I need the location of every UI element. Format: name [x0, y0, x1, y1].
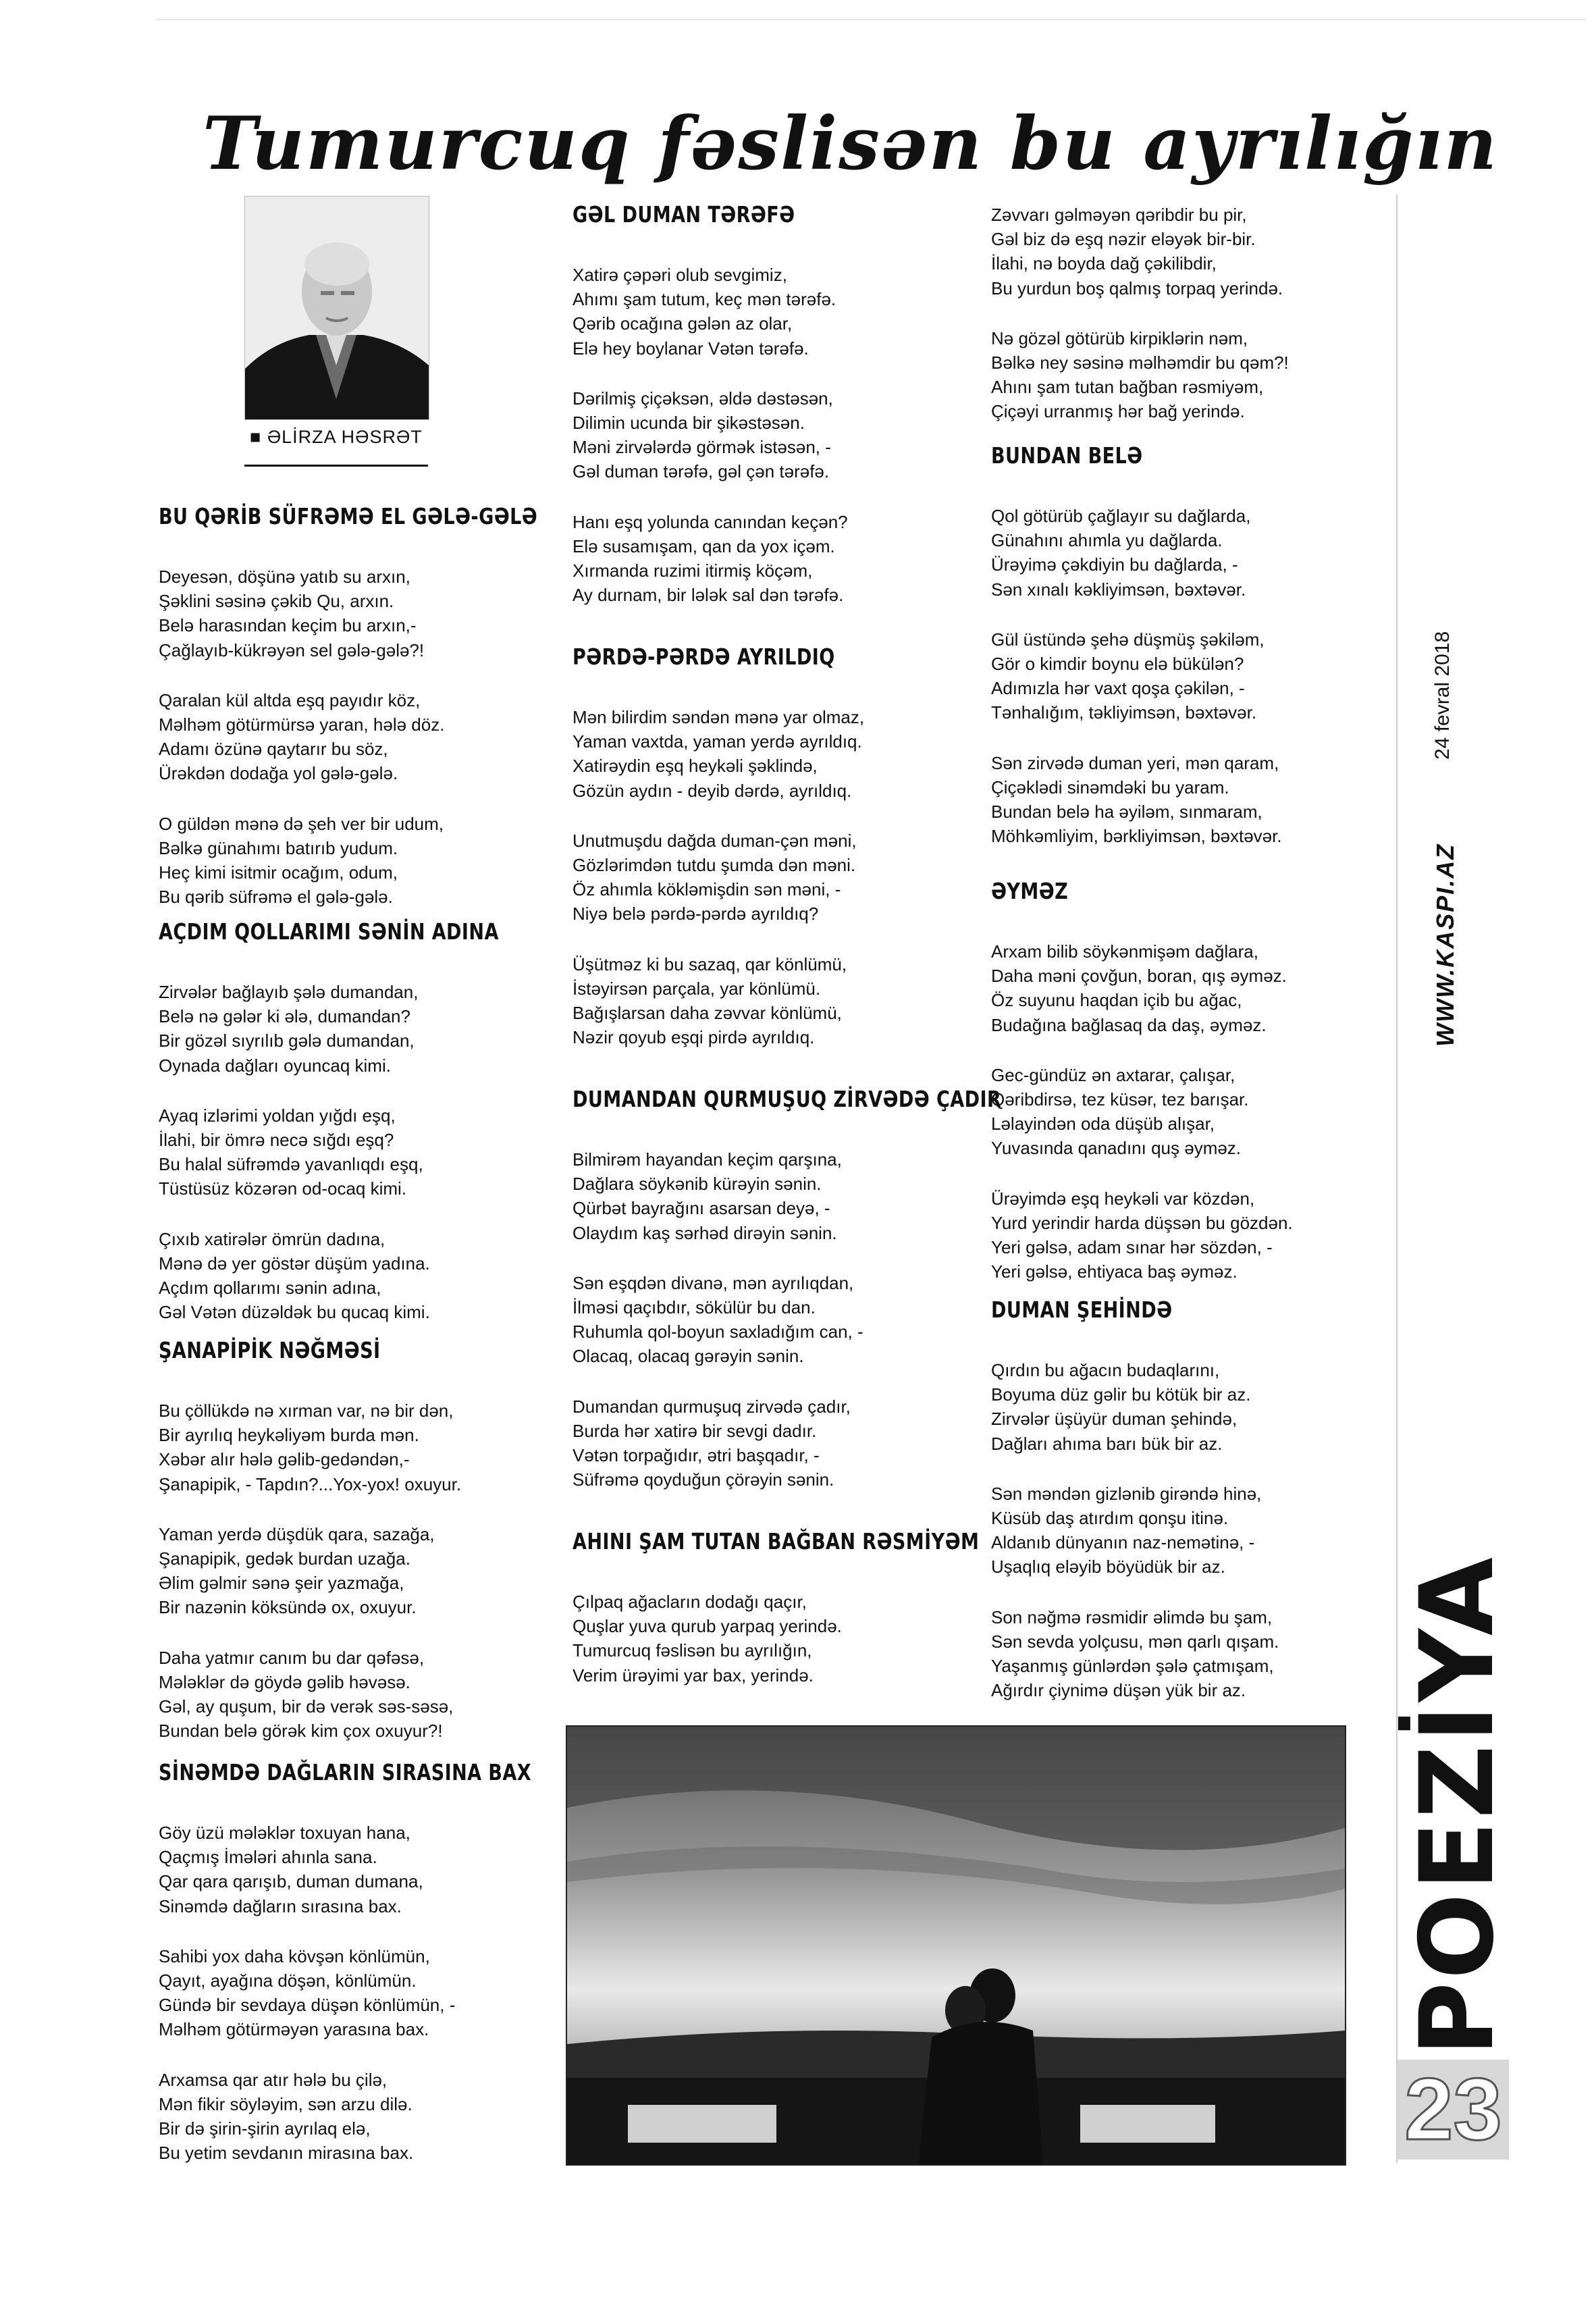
- poem-line: Tumurcuq fəslisən bu ayrılığın,: [573, 1640, 812, 1661]
- poem-line: Sən məndən gizlənib girəndə hinə,: [991, 1483, 1262, 1504]
- poem-line: Qaçmış İmələri ahınla sana.: [159, 1847, 377, 1868]
- poem: [573, 644, 924, 1075]
- poem-line: Elə hey boylanar Vətən tərəfə.: [573, 338, 809, 359]
- poem-line: Göy üzü mələklər toxuyan hana,: [159, 1823, 410, 1843]
- section-label: POEZİYA: [1399, 1554, 1516, 2056]
- stanza: [573, 952, 924, 1050]
- author-divider: [244, 465, 428, 467]
- poem-line: Xəbər alır hələ gəlib-gedəndən,-: [159, 1449, 410, 1470]
- poem: [991, 1297, 1342, 1728]
- poem-line: Əlim gəlmir sənə şeir yazmağa,: [159, 1573, 404, 1594]
- poem: [159, 503, 538, 935]
- poem-line: Arxamsa qar atır hələ bu çilə,: [159, 2069, 388, 2090]
- poem-line: Öz ahımla kökləmişdin sən məni, -: [573, 879, 841, 900]
- poem-line: Gəl Vətən düzəldək bu qucaq kimi.: [159, 1302, 430, 1323]
- stanza: [573, 1394, 924, 1492]
- poem-line: Gəl biz də eşq nəzir eləyək bir-bir.: [991, 229, 1256, 250]
- stanza: [991, 939, 1342, 1037]
- poem-line: İlməsi qaçıbdır, sökülür bu dan.: [573, 1297, 816, 1318]
- stanza: [991, 203, 1342, 300]
- poem-line: Bir gözəl sıyrılıb gələ dumandan,: [159, 1030, 415, 1051]
- poem-line: Olaydım kaş sərhəd dirəyin sənin.: [573, 1222, 837, 1243]
- stanza: [573, 705, 924, 803]
- poem-line: Günahını ahımla yu dağlarda.: [991, 530, 1223, 551]
- poem-line: Bu halal süfrəmdə yavanlıqdı eşq,: [159, 1154, 423, 1175]
- stanza: [573, 510, 924, 608]
- poem: [159, 1337, 510, 1769]
- poem-line: Dərilmiş çiçəksən, əldə dəstəsən,: [573, 388, 833, 409]
- poem-line: Üşütməz ki bu sazaq, qar könlümü,: [573, 953, 847, 974]
- poem-line: Oynada dağları oyuncaq kimi.: [159, 1055, 391, 1076]
- poem-title: BU QƏRİB SÜFRƏMƏ EL GƏLƏ-GƏLƏ: [159, 503, 538, 529]
- stanza: [573, 1590, 924, 1688]
- poem-line: Məlhəm götürmürsə yaran, hələ döz.: [159, 714, 445, 735]
- poem-continuation: [991, 203, 1342, 450]
- poem-line: Yurd yerindir harda düşsən bu gözdən.: [991, 1212, 1293, 1233]
- poem-line: Bir nazənin köksündə ox, oxuyur.: [159, 1597, 417, 1618]
- author-photo: [244, 196, 429, 420]
- poem-line: Şanapipik, gedək burdan uzağa.: [159, 1548, 410, 1569]
- stanza: [991, 504, 1342, 602]
- poem-line: Gündə bir sevdaya düşən könlümün, -: [159, 1995, 456, 2016]
- stanza: [159, 1103, 510, 1201]
- poem-line: Qar qara qarışıb, duman dumana,: [159, 1871, 423, 1892]
- poem-line: Dağlara söykənib kürəyin sənin.: [573, 1174, 822, 1195]
- poem-line: Zəvvarı gəlməyən qəribdir bu pir,: [991, 205, 1247, 225]
- poem-line: Açdım qollarımı sənin adına,: [159, 1278, 381, 1299]
- poem-line: Möhkəmliyim, bərkliyimsən, bəxtəvər.: [991, 826, 1282, 847]
- poem-title: ƏYMƏZ: [991, 878, 1069, 904]
- poem-line: Ahımı şam tutum, keç mən tərəfə.: [573, 289, 836, 310]
- poem-line: Deyesən, döşünə yatıb su arxın,: [159, 567, 410, 587]
- poem-line: Qaralan kül altda eşq payıdır köz,: [159, 689, 421, 710]
- poem-line: Gül üstündə şehə düşmüş şəkiləm,: [991, 629, 1265, 650]
- poem: [991, 878, 1342, 1309]
- poem-line: Qürbət bayrağını asarsan deyə, -: [573, 1198, 830, 1219]
- poem-line: Bəlkə ney səsinə məlhəmdir bu qəm?!: [991, 352, 1289, 373]
- poem-line: Daha məni çovğun, boran, qış əyməz.: [991, 966, 1287, 987]
- poem-line: Qırdın bu ağacın budaqlarını,: [991, 1360, 1220, 1380]
- poem-line: Xatirəydin eşq heykəli şəklində,: [573, 756, 818, 777]
- poem-title: ŞANAPİPİK NƏĞMƏSİ: [159, 1337, 381, 1363]
- stanza: [159, 688, 510, 786]
- poem-line: Qayıt, ayağına döşən, könlümün.: [159, 1970, 417, 1991]
- poem-line: Yeri gəlsə, ehtiyaca baş əyməz.: [991, 1261, 1238, 1282]
- poem-line: Nə gözəl götürüb kirpiklərin nəm,: [991, 328, 1248, 348]
- poem-line: Yaşanmış günlərdən şələ çatmışam,: [991, 1656, 1274, 1677]
- poem-title: SİNƏMDƏ DAĞLARIN SIRASINA BAX: [159, 1759, 531, 1785]
- stanza: [573, 1147, 924, 1245]
- poem-line: Ruhumla qol-boyun saxladığım can, -: [573, 1322, 863, 1342]
- poem-line: Aldanıb dünyanın naz-nemətinə, -: [991, 1532, 1255, 1553]
- poem-line: Burda hər xatirə bir sevgi dadır.: [573, 1420, 817, 1441]
- poem-title: PƏRDƏ-PƏRDƏ AYRILDIQ: [573, 644, 835, 670]
- poem-line: Yuvasında qanadını quş əyməz.: [991, 1138, 1242, 1159]
- poem-line: Çağlayıb-kükrəyən sel gələ-gələ?!: [159, 639, 425, 660]
- page-number: 23: [1404, 2060, 1502, 2158]
- stanza: [991, 1063, 1342, 1161]
- poem-line: Bundan belə görək kim çox oxuyur?!: [159, 1721, 443, 1742]
- poem-line: Çiçəklədi sinəmdəki bu yaram.: [991, 777, 1229, 798]
- stanza: [573, 829, 924, 926]
- poem-line: Uşaqlıq eləyib böyüdük bir az.: [991, 1557, 1225, 1577]
- stanza: [159, 1646, 510, 1744]
- poem-line: Çiçəyi urranmış hər bağ yerində.: [991, 401, 1245, 422]
- stanza: [573, 1271, 924, 1369]
- poem: [573, 1086, 1002, 1517]
- poem-line: Elə susamışam, qan da yox içəm.: [573, 535, 835, 556]
- poem: [159, 918, 510, 1350]
- stanza: [991, 1186, 1342, 1284]
- poem-line: Məni zirvələrdə görmək istəsən, -: [573, 437, 831, 458]
- couple-sunset-photo: [566, 1725, 1346, 2166]
- poem-line: Gəl, ay quşum, bir də verək səs-səsə,: [159, 1696, 454, 1717]
- poem-line: Mən fikir söyləyim, sən arzu dilə.: [159, 2093, 413, 2114]
- poem-line: Məlhəm götürməyən yarasına bax.: [159, 2019, 429, 2040]
- poem-line: Zirvələr bağlayıb şələ dumandan,: [159, 982, 419, 1002]
- poem-line: İlahi, bir ömrə necə sığdı eşq?: [159, 1130, 394, 1151]
- stanza: [159, 565, 510, 662]
- poem-line: Bilmirəm hayandan keçim qarşına,: [573, 1149, 842, 1170]
- poem-line: Adımızla hər vaxt qoşa çəkilən, -: [991, 678, 1245, 699]
- poem-line: Sahibi yox daha kövşən könlümün,: [159, 1945, 430, 1966]
- top-scan-line: [155, 19, 1587, 20]
- poem-line: Boyuma düz gəlir bu kötük bir az.: [991, 1384, 1251, 1405]
- poem-line: Unutmuşdu dağda duman-çən məni,: [573, 830, 857, 851]
- poem-title: AHINI ŞAM TUTAN BAĞBAN RƏSMİYƏM: [573, 1528, 980, 1554]
- poem-line: Dağları ahıma barı bük bir az.: [991, 1433, 1223, 1454]
- poem-title: GƏL DUMAN TƏRƏFƏ: [573, 201, 795, 228]
- poem-line: Ürəyimə çəkdiyin bu dağlarda, -: [991, 554, 1238, 575]
- poem-line: Sən sevda yolçusu, mən qarlı qışam.: [991, 1631, 1279, 1652]
- poem-line: Mələklər də göydə gəlib həvəsə.: [159, 1671, 410, 1692]
- sidebar-divider: [1396, 194, 1398, 2163]
- page-title: Tumurcuq fəslisən bu ayrılığın: [203, 101, 1499, 186]
- poem-line: Ürəyimdə eşq heykəli var közdən,: [991, 1188, 1255, 1209]
- poem-line: Sən eşqdən divanə, mən ayrılıqdan,: [573, 1272, 854, 1293]
- poem: [991, 442, 1342, 874]
- poem-line: Nəzir qoyub eşqi pirdə ayrıldıq.: [573, 1027, 815, 1048]
- poem-line: Bir də şirin-şirin ayrılaq elə,: [159, 2118, 371, 2139]
- poem-line: İlahi, nə boyda dağ çəkilibdir,: [991, 253, 1217, 274]
- poem-line: Bu çöllükdə nə xırman var, nə bir dən,: [159, 1401, 454, 1421]
- poem-line: Ay durnam, bir lələk sal dən tərəfə.: [573, 585, 844, 606]
- poem-line: Zirvələr üşüyür duman şehində,: [991, 1409, 1238, 1430]
- poem-line: Gözlərimdən tutdu şumda dən məni.: [573, 855, 856, 876]
- poem-line: Sinəmdə dağların sırasına bax.: [159, 1896, 402, 1916]
- poem-line: Çıxıb xatirələr ömrün dadına,: [159, 1228, 385, 1249]
- poem: [159, 1759, 531, 2191]
- poem-line: Gör o kimdir boynu elə bükülən?: [991, 654, 1244, 675]
- poem-line: Bundan belə ha əyiləm, sınmaram,: [991, 802, 1262, 822]
- poem-line: Qəribdirsə, tez küsər, tez barışar.: [991, 1089, 1249, 1110]
- poem-line: Ürəkdən dodağa yol gələ-gələ.: [159, 763, 398, 784]
- poem-line: Gözün aydın - deyib dərdə, ayrıldıq.: [573, 780, 852, 801]
- poem-line: Ləlayindən oda düşüb alışar,: [991, 1114, 1215, 1134]
- poem-line: Bu yurdun boş qalmış torpaq yerində.: [991, 278, 1283, 298]
- stanza: [991, 1482, 1342, 1579]
- poem-line: Yaman vaxtda, yaman yerdə ayrıldıq.: [573, 731, 862, 752]
- poem-line: Süfrəmə qoyduğun çörəyin sənin.: [573, 1469, 834, 1490]
- poem-title: AÇDIM QOLLARIMI SƏNİN ADINA: [159, 918, 499, 945]
- stanza: [573, 386, 924, 484]
- poem: [573, 201, 924, 633]
- stanza: [159, 1522, 510, 1620]
- poem-line: Ayaq izlərimi yoldan yığdı eşq,: [159, 1105, 396, 1126]
- poem-line: Gəl duman tərəfə, gəl çən tərəfə.: [573, 461, 830, 482]
- poem-line: Mən bilirdim səndən mənə yar olmaz,: [573, 707, 865, 727]
- poem-line: Qərib ocağına gələn az olar,: [573, 313, 793, 334]
- stanza: [991, 751, 1342, 849]
- poem: [573, 1528, 980, 1713]
- poem-line: Öz suyunu haqdan içib bu ağac,: [991, 990, 1242, 1011]
- poem-line: Heç kimi isitmir ocağım, odum,: [159, 862, 398, 883]
- stanza: [991, 1358, 1342, 1456]
- poem-line: Qol götürüb çağlayır su dağlarda,: [991, 506, 1251, 526]
- poem-line: Arxam bilib söykənmişəm dağlara,: [991, 941, 1258, 962]
- stanza: [159, 2068, 510, 2166]
- stanza: [991, 326, 1342, 424]
- poem-line: Bəlkə günahımı batırıb yudum.: [159, 837, 398, 858]
- poem-line: Daha yatmır canım bu dar qəfəsə,: [159, 1647, 425, 1668]
- poem-title: DUMAN ŞEHİNDƏ: [991, 1297, 1173, 1323]
- stanza: [991, 627, 1342, 725]
- poem-line: Quşlar yuva qurub yarpaq yerində.: [573, 1616, 842, 1637]
- poem-line: Ağırdır çiynimə düşən yük bir az.: [991, 1680, 1246, 1701]
- issue-date: 24 fevral 2018: [1431, 631, 1454, 760]
- poem-line: Bu yetim sevdanın mirasına bax.: [159, 2143, 414, 2164]
- poem-line: Tüstüsüz közərən od-ocaq kimi.: [159, 1178, 407, 1199]
- poem-line: Şanapipik, - Tapdın?...Yox-yox! oxuyur.: [159, 1473, 462, 1494]
- poem-line: Son nəğmə rəsmidir əlimdə bu şam,: [991, 1606, 1273, 1627]
- couple-over-city-image: [567, 1727, 1345, 2164]
- poem-line: Dilimin ucunda bir şikəstəsən.: [573, 413, 805, 434]
- poem-line: Bir ayrılıq heykəliyəm burda mən.: [159, 1425, 419, 1446]
- poem-line: Verim ürəyimi yar bax, yerində.: [573, 1665, 814, 1685]
- stanza: [573, 263, 924, 361]
- poem-line: Belə harasından keçim bu arxın,-: [159, 615, 417, 636]
- poem-title: DUMANDAN QURMUŞUQ ZİRVƏDƏ ÇADIR: [573, 1086, 1002, 1112]
- poem-line: Yaman yerdə düşdük qara, sazağa,: [159, 1523, 435, 1544]
- poem-line: Hanı eşq yolunda canından keçən?: [573, 511, 848, 532]
- author-bullet-icon: ■: [250, 427, 267, 447]
- stanza: [991, 1605, 1342, 1703]
- poem-line: İstəyirsən parçala, yar könlümü.: [573, 978, 821, 999]
- poem-line: Budağına bağlasaq da daş, əyməz.: [991, 1014, 1267, 1035]
- poem-line: Yeri gəlsə, adam sınar hər sözdən, -: [991, 1237, 1273, 1258]
- stanza: [159, 1399, 510, 1496]
- stanza: [159, 812, 510, 910]
- poem-line: Adamı özünə qaytarır bu söz,: [159, 739, 388, 760]
- poem-line: Gec-gündüz ən axtarar, çalışar,: [991, 1064, 1235, 1085]
- poem-line: Niyə belə pərdə-pərdə ayrıldıq?: [573, 904, 819, 924]
- poem-title: BUNDAN BELƏ: [991, 442, 1143, 469]
- poem-line: Ahını şam tutan bağban rəsmiyəm,: [991, 377, 1264, 398]
- poem-line: Vətən torpağıdır, ətri başqadır, -: [573, 1445, 820, 1466]
- site-url: WWW.KASPI.AZ: [1431, 843, 1459, 1047]
- poem-line: Tənhalığım, təkliyimsən, bəxtəvər.: [991, 702, 1257, 723]
- poem-line: Şəklini səsinə çəkib Qu, arxın.: [159, 591, 394, 612]
- poem-line: Çılpaq ağacların dodağı qaçır,: [573, 1592, 807, 1612]
- stanza: [159, 1821, 510, 1918]
- poem-line: Belə nə gələr ki ələ, dumandan?: [159, 1006, 410, 1027]
- poem-line: Sən xınalı kəkliyimsən, bəxtəvər.: [991, 579, 1246, 600]
- stanza: [159, 1944, 510, 2042]
- author-name: ■ ƏLİRZA HƏSRƏT: [250, 427, 423, 447]
- stanza: [159, 980, 510, 1078]
- poem-line: Bağışlarsan daha zəvvar könlümü,: [573, 1003, 842, 1024]
- poem-line: Sən zirvədə duman yeri, mən qaram,: [991, 752, 1279, 773]
- poem-line: Xatirə çəpəri olub sevgimiz,: [573, 265, 787, 285]
- poem-line: Küsüb daş atırdım qonşu itinə.: [991, 1508, 1229, 1529]
- poem-line: O güldən mənə də şeh ver bir udum,: [159, 813, 444, 834]
- poem-line: Xırmanda ruzimi itirmiş köçəm,: [573, 560, 813, 581]
- stanza: [159, 1227, 510, 1325]
- poem-line: Olacaq, olacaq gərəyin sənin.: [573, 1346, 804, 1367]
- poem-line: Bu qərib süfrəmə el gələ-gələ.: [159, 887, 393, 908]
- author-portrait-image: [245, 197, 429, 419]
- poem-line: Mənə də yer göstər düşüm yadına.: [159, 1253, 430, 1274]
- poem-line: Dumandan qurmuşuq zirvədə çadır,: [573, 1396, 851, 1417]
